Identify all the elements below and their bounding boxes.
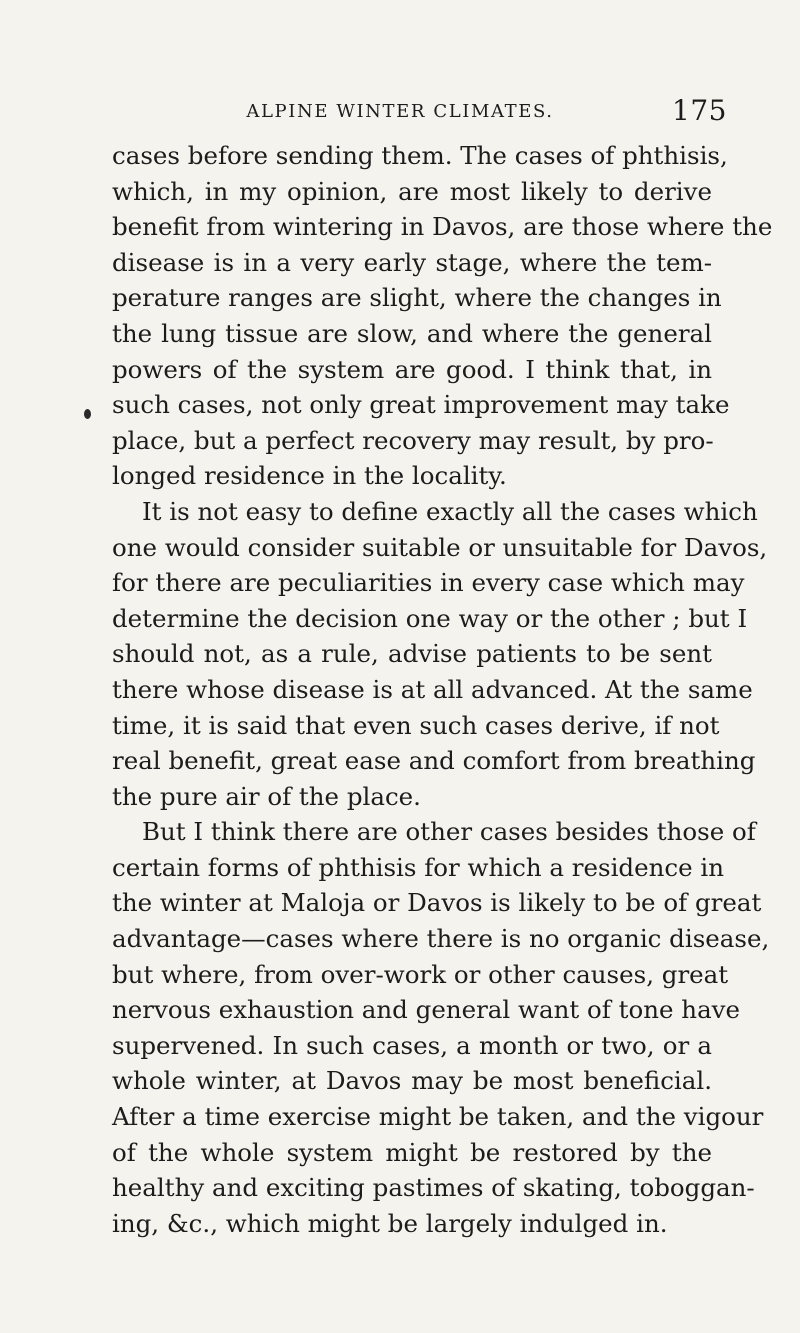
- text-line: one would consider suitable or unsuitable for Davos,: [112, 532, 768, 562]
- ink-blemish: [84, 409, 91, 419]
- text-line: of the whole system might be restored by the: [112, 1137, 712, 1167]
- text-line: ing, &c., which might be largely indulged in.: [112, 1208, 668, 1238]
- text-line: the lung tissue are slow, and where the general: [112, 318, 712, 348]
- text-line: healthy and exciting pastimes of skating, toboggan-: [112, 1173, 755, 1203]
- text-line: such cases, not only great improvement may take: [112, 390, 730, 420]
- page-number: 175: [672, 94, 727, 127]
- text-line: benefit from wintering in Davos, are those where the: [112, 212, 773, 242]
- body-text: [112, 138, 773, 1241]
- text-line: real benefit, great ease and comfort from breathing: [112, 746, 756, 776]
- text-line: there whose disease is at all advanced. At the same: [112, 674, 753, 704]
- text-line: the pure air of the place.: [112, 781, 421, 811]
- text-line: for there are peculiarities in every case which may: [112, 568, 745, 598]
- text-line: should not, as a rule, advise patients to be sent: [112, 639, 712, 669]
- paragraph-start-line: It is not easy to define exactly all the cases which: [142, 496, 758, 526]
- text-line: cases before sending them. The cases of phthisis,: [112, 141, 728, 170]
- running-head: ALPINE WINTER CLIMATES.: [246, 101, 554, 122]
- text-line: longed residence in the locality.: [112, 461, 507, 491]
- text-line: powers of the system are good. I think that, in: [112, 354, 712, 384]
- text-line: perature ranges are slight, where the changes in: [112, 283, 722, 313]
- text-line: determine the decision one way or the other ; but I: [112, 603, 748, 633]
- text-line: the winter at Maloja or Davos is likely to be of great: [112, 888, 762, 918]
- paragraph-start-line: But I think there are other cases besides those of: [142, 817, 756, 847]
- text-line: supervened. In such cases, a month or two, or a: [112, 1030, 712, 1060]
- text-line: but where, from over-work or other causes, great: [112, 959, 729, 989]
- text-line: which, in my opinion, are most likely to derive: [112, 176, 712, 206]
- text-line: whole winter, at Davos may be most beneficial.: [112, 1066, 712, 1096]
- text-line: nervous exhaustion and general want of tone have: [112, 995, 741, 1025]
- text-line: certain forms of phthisis for which a residence in: [112, 852, 724, 882]
- text-line: disease is in a very early stage, where the tem-: [112, 247, 712, 277]
- text-line: time, it is said that even such cases derive, if not: [112, 710, 720, 740]
- text-line: place, but a perfect recovery may result, by pro-: [112, 425, 714, 455]
- text-line: advantage—cases where there is no organic disease,: [112, 924, 770, 954]
- text-line: After a time exercise might be taken, and the vigour: [112, 1102, 764, 1132]
